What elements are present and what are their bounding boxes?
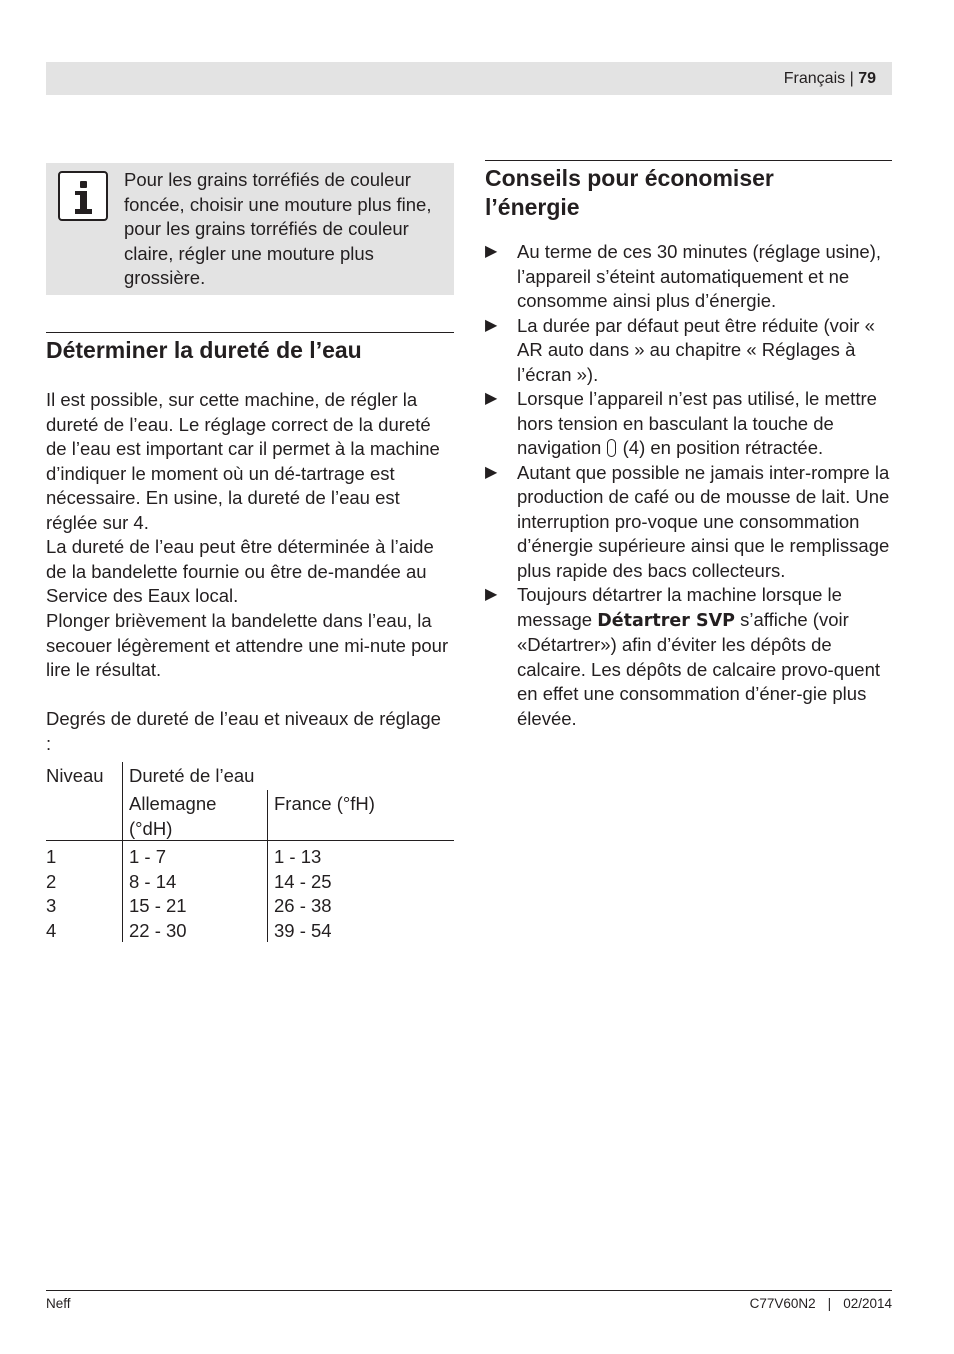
th-france: France (°fH) [274,793,375,814]
info-icon [58,171,108,221]
navigation-key-icon [607,439,616,457]
table-intro: Degrés de dureté de l’eau et niveaux de réglage : [46,708,441,754]
footer-rule [46,1290,892,1291]
footer-separator: | [827,1296,832,1311]
header-separator: | [849,70,854,87]
list-item: ▶ Au terme de ces 30 minutes (réglage usine), l’appareil s’éteint automatiquement et ne consomme ainsi plus d’énergie. [485,241,882,311]
th-level: Niveau [46,765,104,786]
right-triangle-icon: ▶ [485,586,498,603]
th-hardness: Dureté de l’eau [129,765,255,786]
section-rule-left [46,332,454,333]
header-text [784,62,876,95]
display-message: Détartrer SVP [597,610,735,631]
table-vline-2 [267,790,268,942]
right-triangle-icon: ▶ [485,243,498,260]
right-triangle-icon: ▶ [485,390,498,407]
right-triangle-icon: ▶ [485,316,498,334]
table-vline-1 [122,762,123,942]
table-col-france: 1 - 13 14 - 25 26 - 38 39 - 54 [274,846,332,941]
footer-brand: Neff [46,1296,71,1311]
energy-tips-list [485,240,892,731]
info-text: Pour les grains torréfiés de couleur foncée, choisir une mouture plus fine, pour les grains torréfiés de couleur claire, régler une mouture plus grossière. [124,169,432,288]
page-number: 79 [858,70,876,87]
list-item: ▶ Autant que possible ne jamais inter-rompre la production de café ou de mousse de lait. Une interruption pro-voque une consommation d’énergie supérieure ainsi que le remplissage plus rapide des bacs collecteurs. [485,461,890,581]
footer-info [750,1296,892,1311]
list-item: ▶ Lorsque l’appareil n’est pas utilisé, le mettre hors tension en basculant la touche de navigation (4) en position rétractée. [485,388,877,458]
section-rule-right [485,160,892,161]
section-title-water-hardness: Déterminer la dureté de l’eau [46,337,362,363]
list-item: ▶ Toujours détartrer la machine lorsque le message Détartrer SVP s’affiche (voir «Détartrer») afin d’éviter les dépôts de calcaire. Les dépôts de calcaire provo-quent en effet une consommation d’éner-gie plus élevée. [485,584,881,729]
table-col-germany: 1 - 7 8 - 14 15 - 21 22 - 30 [129,846,187,941]
footer-model: C77V60N2 [749,1296,816,1311]
th-germany: Allemagne (°dH) [129,793,217,839]
table-row: 1 2 3 4 [46,846,57,941]
header-language: Français [783,70,846,87]
hardness-table [46,762,454,942]
list-item: ▶ La durée par défaut peut être réduite (voir « AR auto dans » au chapitre « Réglages à l’écran »). [485,314,875,385]
header-bar [46,62,892,95]
right-triangle-icon: ▶ [485,463,498,481]
para-hardness-strip: La dureté de l’eau peut être déterminée à l’aide de la bandelette fournie ou être de-mandée au Service des Eaux local. [46,536,434,606]
para-hardness-procedure: Plonger brièvement la bandelette dans l’eau, la secouer légèrement et attendre une mi-nute pour lire le résultat. [46,610,449,680]
info-box [46,163,454,295]
section-title-energy-tips: Conseils pour économiser l’énergie [485,165,774,220]
footer-date: 02/2014 [843,1296,892,1311]
para-hardness-intro: Il est possible, sur cette machine, de régler la dureté de l’eau. Le réglage correct de la dureté de l’eau est important car il permet à la machine d’indiquer le moment où un dé-tartrage est nécessaire. En usine, la dureté de l’eau est réglée sur 4. [46,389,440,533]
